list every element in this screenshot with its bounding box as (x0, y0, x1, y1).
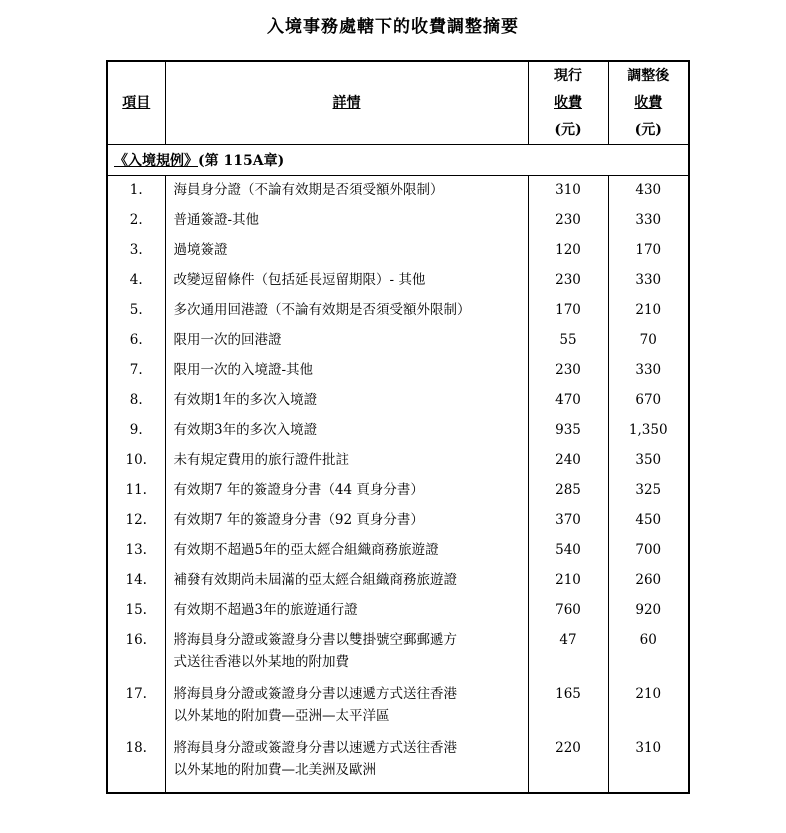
current-fee: 47 (528, 626, 608, 680)
current-fee: 210 (528, 566, 608, 596)
item-number: 6. (107, 326, 165, 356)
current-fee: 760 (528, 596, 608, 626)
item-detail: 有效期3年的多次入境證 (165, 416, 528, 446)
table-row (107, 176, 689, 207)
item-number: 4. (107, 266, 165, 296)
current-fee: 165 (528, 680, 608, 734)
table-header-row (107, 61, 689, 145)
adjusted-fee: 60 (608, 626, 689, 680)
current-fee: 220 (528, 734, 608, 793)
item-number: 17. (107, 680, 165, 734)
table-row (107, 356, 689, 386)
item-number: 12. (107, 506, 165, 536)
item-number: 18. (107, 734, 165, 793)
table-row (107, 266, 689, 296)
current-fee: 55 (528, 326, 608, 356)
adjusted-fee: 920 (608, 596, 689, 626)
item-detail: 補發有效期尚未屆滿的亞太經合組織商務旅遊證 (165, 566, 528, 596)
item-detail: 將海員身分證或簽證身分書以雙掛號空郵郵遞方 式送往香港以外某地的附加費 (165, 626, 528, 680)
header-item: 項目 (107, 61, 165, 145)
adjusted-fee: 330 (608, 356, 689, 386)
item-detail: 海員身分證（不論有效期是否須受額外限制） (165, 176, 528, 207)
current-fee: 540 (528, 536, 608, 566)
item-detail: 未有規定費用的旅行證件批註 (165, 446, 528, 476)
item-detail: 有效期7 年的簽證身分書（44 頁身分書） (165, 476, 528, 506)
item-number: 15. (107, 596, 165, 626)
table-row (107, 416, 689, 446)
adjusted-fee: 430 (608, 176, 689, 207)
item-number: 9. (107, 416, 165, 446)
item-number: 10. (107, 446, 165, 476)
item-detail: 普通簽證-其他 (165, 206, 528, 236)
adjusted-fee: 310 (608, 734, 689, 793)
adjusted-fee: 330 (608, 206, 689, 236)
adjusted-fee: 70 (608, 326, 689, 356)
section-heading (107, 145, 689, 176)
current-fee: 230 (528, 356, 608, 386)
adjusted-fee: 210 (608, 680, 689, 734)
item-detail: 將海員身分證或簽證身分書以速遞方式送往香港 以外某地的附加費—亞洲—太平洋區 (165, 680, 528, 734)
item-number: 11. (107, 476, 165, 506)
fee-rows (107, 176, 689, 794)
item-detail: 將海員身分證或簽證身分書以速遞方式送往香港 以外某地的附加費—北美洲及歐洲 (165, 734, 528, 793)
current-fee: 370 (528, 506, 608, 536)
current-fee: 285 (528, 476, 608, 506)
header-details: 詳情 (165, 61, 528, 145)
table-row (107, 296, 689, 326)
item-detail: 改變逗留條件（包括延長逗留期限）- 其他 (165, 266, 528, 296)
page-title: 入境事務處轄下的收費調整摘要 (267, 17, 519, 37)
item-detail: 有效期不超過5年的亞太經合組織商務旅遊證 (165, 536, 528, 566)
header-adjusted-fee: 調整後 收費 (元) (608, 61, 689, 145)
item-number: 1. (107, 176, 165, 207)
adjusted-fee: 210 (608, 296, 689, 326)
table-row (107, 680, 689, 734)
item-detail: 限用一次的回港證 (165, 326, 528, 356)
item-number: 5. (107, 296, 165, 326)
adjusted-fee: 450 (608, 506, 689, 536)
item-detail: 限用一次的入境證-其他 (165, 356, 528, 386)
current-fee: 470 (528, 386, 608, 416)
table-row (107, 326, 689, 356)
item-number: 16. (107, 626, 165, 680)
current-fee: 240 (528, 446, 608, 476)
item-number: 8. (107, 386, 165, 416)
table-row (107, 386, 689, 416)
table-row (107, 566, 689, 596)
current-fee: 230 (528, 266, 608, 296)
item-detail: 有效期不超過3年的旅遊通行證 (165, 596, 528, 626)
adjusted-fee: 1,350 (608, 416, 689, 446)
table-row (107, 506, 689, 536)
fee-table (106, 60, 690, 794)
current-fee: 310 (528, 176, 608, 207)
adjusted-fee: 170 (608, 236, 689, 266)
adjusted-fee: 330 (608, 266, 689, 296)
table-row (107, 206, 689, 236)
section-name: 《入境規例》 (114, 153, 198, 169)
table-row (107, 446, 689, 476)
current-fee: 120 (528, 236, 608, 266)
table-row (107, 536, 689, 566)
adjusted-fee: 260 (608, 566, 689, 596)
current-fee: 170 (528, 296, 608, 326)
item-detail: 過境簽證 (165, 236, 528, 266)
section-heading-row (107, 145, 689, 176)
adjusted-fee: 350 (608, 446, 689, 476)
current-fee: 935 (528, 416, 608, 446)
table-row (107, 734, 689, 793)
item-number: 13. (107, 536, 165, 566)
item-number: 2. (107, 206, 165, 236)
table-row (107, 476, 689, 506)
current-fee: 230 (528, 206, 608, 236)
item-detail: 有效期7 年的簽證身分書（92 頁身分書） (165, 506, 528, 536)
header-current-fee: 現行 收費 (元) (528, 61, 608, 145)
adjusted-fee: 325 (608, 476, 689, 506)
adjusted-fee: 700 (608, 536, 689, 566)
item-number: 14. (107, 566, 165, 596)
item-number: 7. (107, 356, 165, 386)
table-row (107, 626, 689, 680)
table-row (107, 596, 689, 626)
table-row (107, 236, 689, 266)
adjusted-fee: 670 (608, 386, 689, 416)
section-chapter: (第 115A章) (198, 153, 285, 169)
item-detail: 多次通用回港證（不論有效期是否須受額外限制） (165, 296, 528, 326)
item-detail: 有效期1年的多次入境證 (165, 386, 528, 416)
item-number: 3. (107, 236, 165, 266)
